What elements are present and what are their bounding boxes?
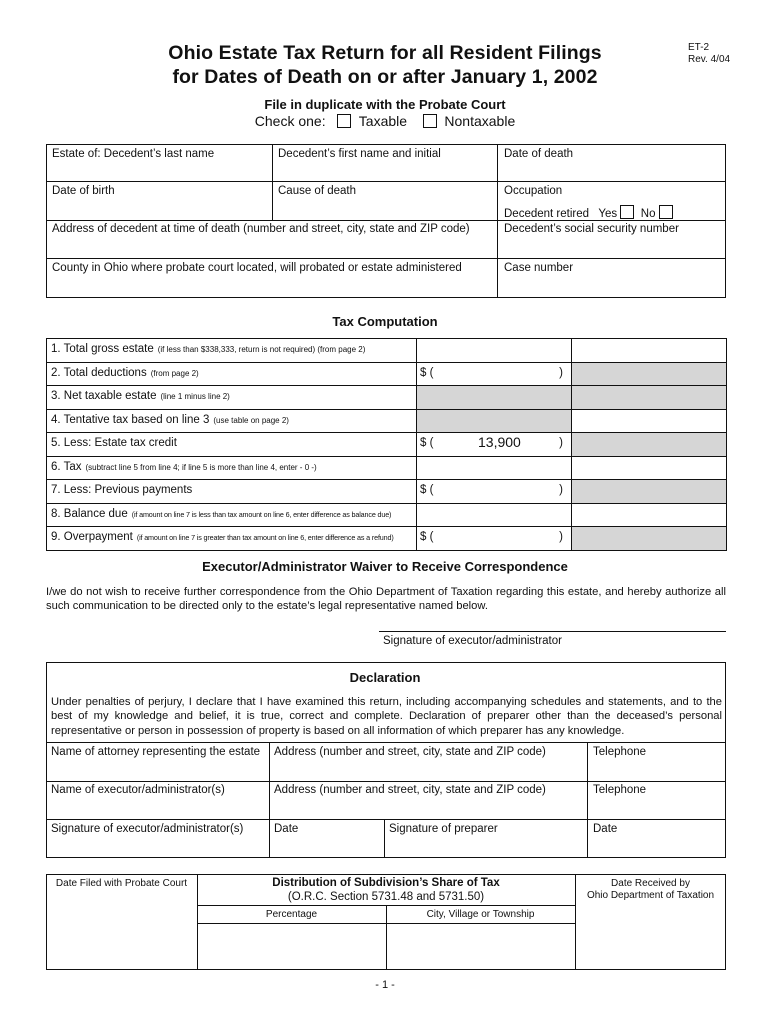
tax-row-2 xyxy=(51,367,199,379)
tax-row-label: 9. Overpayment xyxy=(51,531,133,543)
address-of-decedent-field[interactable]: Address of decedent at time of death (number and street, city, state and ZIP code) xyxy=(52,223,470,235)
form-revision: Rev. 4/04 xyxy=(688,54,731,65)
tax-amount-line-9[interactable] xyxy=(420,531,565,543)
taxable-label: Taxable xyxy=(358,113,408,129)
close-paren: ) xyxy=(559,437,563,449)
date-received-line2: Ohio Department of Taxation xyxy=(586,890,715,901)
percentage-column[interactable]: Percentage xyxy=(265,909,318,920)
cause-of-death-field[interactable]: Cause of death xyxy=(278,185,357,197)
tax-row-note: (if amount on line 7 is less than tax amount on line 6, enter difference as balance due) xyxy=(131,509,392,519)
retired-label: Decedent retired xyxy=(504,208,590,220)
tax-row-9 xyxy=(51,531,394,543)
tax-row-7 xyxy=(51,484,192,496)
ssn-field[interactable]: Decedent’s social security number xyxy=(504,223,679,235)
retired-yes-checkbox[interactable] xyxy=(620,205,634,219)
retired-yes-label: Yes xyxy=(598,208,618,220)
county-field[interactable]: County in Ohio where probate court located, will probated or estate administered xyxy=(52,262,462,274)
preparer-signature-field[interactable]: Signature of preparer xyxy=(389,823,498,835)
taxable-checkbox[interactable] xyxy=(337,114,351,128)
tax-row-note: (if less than $338,333, return is not required) (from page 2) xyxy=(157,345,366,354)
dollar-sign: $ ( xyxy=(420,366,434,379)
declaration-text: Under penalties of perjury, I declare that I have examined this return, including accompanying schedules and statements, and to the best of my knowledge and belief, it is true, correct and complete. Declaration of preparer other than the deceased’s personal representative or person in possession of property is based on all information of which preparer has any knowledge. xyxy=(51,696,722,737)
retired-row xyxy=(504,205,673,220)
retired-no-checkbox[interactable] xyxy=(659,205,673,219)
tax-row-8 xyxy=(51,508,391,520)
tax-amount-line-2[interactable] xyxy=(420,367,565,379)
check-one-row xyxy=(0,113,770,129)
page-number: - 1 - xyxy=(375,979,395,991)
declaration-heading: Declaration xyxy=(349,670,421,685)
check-one-label: Check one: xyxy=(254,113,326,129)
form-title-line1: Ohio Estate Tax Return for all Resident Filings xyxy=(168,42,602,64)
date-of-death-field[interactable]: Date of death xyxy=(504,148,574,160)
form-title-line2: for Dates of Death on or after January 1, 2002 xyxy=(172,66,598,88)
executor-address-field[interactable]: Address (number and street, city, state and ZIP code) xyxy=(274,784,546,796)
close-paren: ) xyxy=(559,366,563,379)
tax-row-label: 5. Less: Estate tax credit xyxy=(51,437,177,449)
distribution-heading: Distribution of Subdivision’s Share of Tax xyxy=(272,877,500,889)
retired-no-label: No xyxy=(640,208,656,220)
dollar-sign: $ ( xyxy=(420,484,434,496)
tax-amount-line-7[interactable] xyxy=(420,484,565,496)
tax-row-note: (if amount on line 7 is greater than tax amount on line 6, enter difference as a refund) xyxy=(136,533,394,542)
tax-row-3 xyxy=(51,390,230,402)
waiver-text: I/we do not wish to receive further correspondence from the Ohio Department of Taxation regarding this estate, and hereby authorize all such communication to be directed only to the estate’s legal representative named below. xyxy=(46,586,726,613)
close-paren: ) xyxy=(559,484,563,496)
form-id xyxy=(688,42,730,66)
executor-name-field[interactable]: Name of executor/administrator(s) xyxy=(51,784,225,796)
city-column[interactable]: City, Village or Township xyxy=(426,909,535,920)
tax-row-note: (use table on page 2) xyxy=(213,415,289,425)
nontaxable-label: Nontaxable xyxy=(444,113,516,129)
tax-row-label: 2. Total deductions xyxy=(51,366,147,379)
decedent-last-name-field[interactable]: Estate of: Decedent’s last name xyxy=(52,148,215,160)
occupation-field[interactable]: Occupation xyxy=(504,185,563,197)
waiver-heading: Executor/Administrator Waiver to Receive Correspondence xyxy=(202,559,568,574)
tax-row-4 xyxy=(51,414,289,426)
tax-row-note: (subtract line 5 from line 4; if line 5 is more than line 4, enter - 0 -) xyxy=(85,462,317,472)
nontaxable-checkbox[interactable] xyxy=(423,114,437,128)
tax-row-1 xyxy=(51,343,365,355)
orc-reference: (O.R.C. Section 5731.48 and 5731.50) xyxy=(287,891,485,903)
tax-row-note: (line 1 minus line 2) xyxy=(160,392,230,401)
dollar-sign: $ ( xyxy=(420,437,434,449)
tax-row-label: 8. Balance due xyxy=(51,507,128,520)
tax-row-5 xyxy=(51,437,177,449)
date-of-birth-field[interactable]: Date of birth xyxy=(52,185,115,197)
preparer-date-field[interactable]: Date xyxy=(593,823,618,835)
form-code: ET-2 xyxy=(688,42,710,53)
attorney-address-field[interactable]: Address (number and street, city, state and ZIP code) xyxy=(274,746,546,758)
tax-amount-line-5[interactable] xyxy=(420,434,565,450)
amount-value: 13,900 xyxy=(478,434,521,450)
tax-row-label: 7. Less: Previous payments xyxy=(51,484,193,496)
executor-date-field[interactable]: Date xyxy=(274,823,299,835)
date-received-line1: Date Received by xyxy=(611,878,690,889)
waiver-signature-line[interactable] xyxy=(379,631,726,632)
waiver-signature-label: Signature of executor/administrator xyxy=(383,635,562,647)
tax-row-label: 3. Net taxable estate xyxy=(51,390,157,402)
executor-signature-field[interactable]: Signature of executor/administrator(s) xyxy=(51,823,244,835)
tax-row-label: 6. Tax xyxy=(51,460,82,473)
date-filed-field[interactable]: Date Filed with Probate Court xyxy=(55,878,188,889)
close-paren: ) xyxy=(559,531,563,543)
tax-row-label: 4. Tentative tax based on line 3 xyxy=(51,413,210,426)
decedent-first-name-field[interactable]: Decedent’s first name and initial xyxy=(278,148,441,160)
tax-row-label: 1. Total gross estate xyxy=(51,343,154,355)
tax-row-note: (from page 2) xyxy=(150,368,199,378)
file-instruction: File in duplicate with the Probate Court xyxy=(264,97,506,112)
case-number-field[interactable]: Case number xyxy=(504,262,574,274)
attorney-telephone-field[interactable]: Telephone xyxy=(593,746,647,758)
tax-row-6 xyxy=(51,461,317,473)
attorney-name-field[interactable]: Name of attorney representing the estate xyxy=(51,746,261,758)
decedent-info-box xyxy=(46,144,726,298)
tax-computation-heading: Tax Computation xyxy=(332,314,438,329)
dollar-sign: $ ( xyxy=(420,531,434,543)
executor-telephone-field[interactable]: Telephone xyxy=(593,784,647,796)
